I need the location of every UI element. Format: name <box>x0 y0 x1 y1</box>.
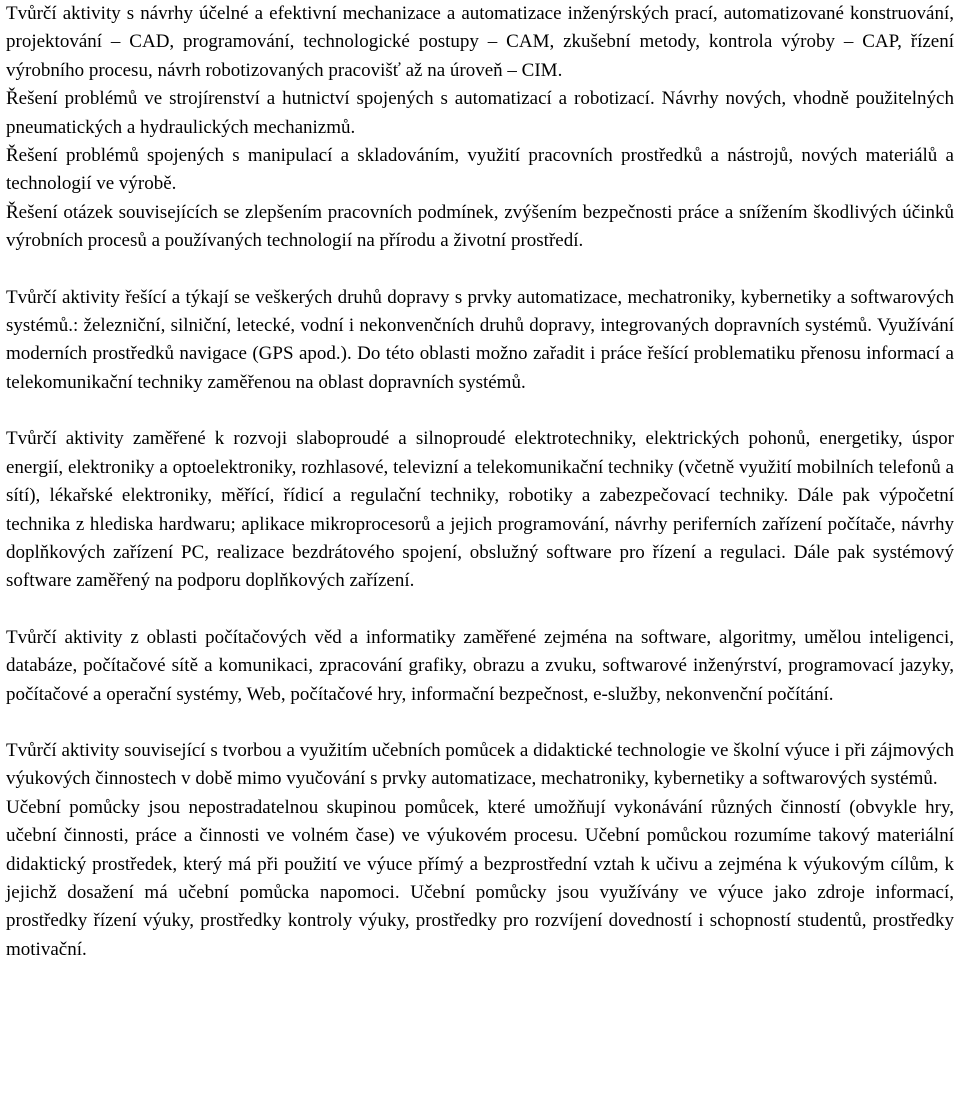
paragraph-ucebni-pomucky-intro: Tvůrčí aktivity související s tvorbou a využitím učebních pomůcek a didaktické technologie ve školní výuce i při zájmových výukových činnostech v době mimo vyučování s prvky automatizace, mechatroniky, kybernetiky a softwarových systémů. <box>6 739 954 790</box>
paragraph-strojirenstvi: Řešení problémů ve strojírenství a hutnictví spojených s automatizací a robotizací. Návrhy nových, vhodně použitelných pneumatických a hydraulických mechanizmů. <box>6 88 954 138</box>
paragraph-ucebni-pomucky: Učební pomůcky jsou nepostradatelnou skupinou pomůcek, které umožňují vykonávání různých činností (obvykle hry, učební činnosti, práce a činnosti ve volném čase) ve výukovém procesu. Učební pomůckou rozumíme takový materiální didaktický prostředek, který má při použití ve výuce přímý a bezprostřední vztah k učivu a zejména k výukovým cílům, k jejichž dosažení má učební pomůcka napomoci. Učební pomůcky jsou využívány ve výuce jako zdroje informací, prostředky řízení výuky, prostředky kontroly výuky, prostředky pro rozvíjení dovedností i schopností studentů, prostředky motivační. <box>6 796 954 960</box>
paragraph-elektrotechnika: Tvůrčí aktivity zaměřené k rozvoji slaboproudé a silnoproudé elektrotechniky, elektrických pohonů, energetiky, úspor energií, elektroniky a optoelektroniky, rozhlasové, televizní a telekomunikační techniky (včetně využití mobilních telefonů a sítí), lékařské elektroniky, měřící, řídicí a regulační techniky, robotiky a zabezpečovací techniky. Dále pak výpočetní technika z hlediska hardwaru; aplikace mikroprocesorů a jejich programování, návrhy periferních zařízení počítače, návrhy doplňkových zařízení PC, realizace bezdrátového spojení, obslužný software pro řízení a regulaci. Dále pak systémový software zaměřený na podporu doplňkových zařízení. <box>6 428 954 592</box>
paragraph-informatika: Tvůrčí aktivity z oblasti počítačových věd a informatiky zaměřené zejména na software, algoritmy, umělou inteligenci, databáze, počítačové sítě a komunikaci, zpracování grafiky, obrazu a zvuku, softwarové inženýrství, programovací jazyky, počítačové a operační systémy, Web, počítačové hry, informační bezpečnost, e-služby, nekonvenční počítání. <box>6 626 954 705</box>
paragraph-gap <box>6 256 954 284</box>
paragraph-cad-cam: Tvůrčí aktivity s návrhy účelné a efektivní mechanizace a automatizace inženýrských prací, automatizované konstruování, projektování – CAD, programování, technologické postupy – CAM, zkušební metody, kontrola výroby – CAP, řízení výrobního procesu, návrh robotizovaných pracovišť až na úroveň – CIM. <box>6 3 954 81</box>
paragraph-manipulace: Řešení problémů spojených s manipulací a skladováním, využití pracovních prostředků a nástrojů, nových materiálů a technologií ve výrobě. <box>6 145 954 195</box>
paragraph-gap <box>6 397 954 425</box>
paragraph-pracovni-podminky: Řešení otázek souvisejících se zlepšením pracovních podmínek, zvýšením bezpečnosti práce a snížením škodlivých účinků výrobních procesů a používaných technologií na přírodu a životní prostředí. <box>6 201 954 252</box>
paragraph-doprava: Tvůrčí aktivity řešící a týkají se veškerých druhů dopravy s prvky automatizace, mechatroniky, kybernetiky a softwarových systémů.: železniční, silniční, letecké, vodní i nekonvenčních druhů dopravy, integrovaných dopravních systémů. Využívání moderních prostředků navigace (GPS apod.). Do této oblasti možno zařadit i práce řešící problematiku přenosu informací a telekomunikační techniky zaměřenou na oblast dopravních systémů. <box>6 286 954 393</box>
paragraph-gap <box>6 709 954 737</box>
paragraph-gap <box>6 596 954 624</box>
